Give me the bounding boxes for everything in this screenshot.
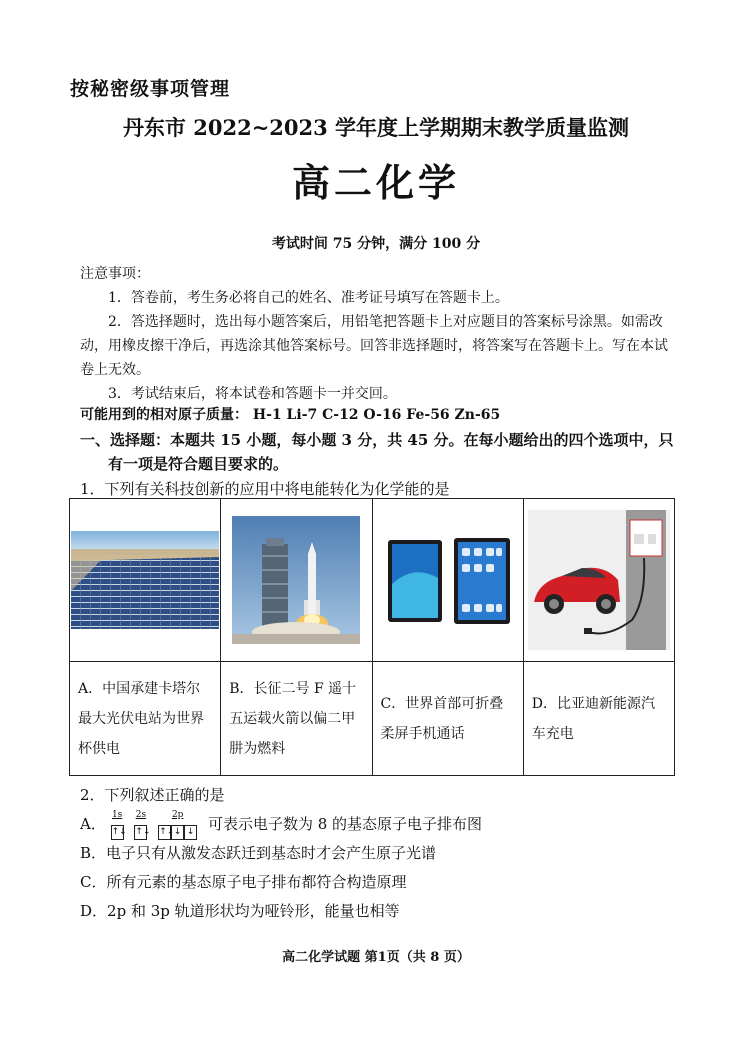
option-d: D．比亚迪新能源汽车充电 — [523, 662, 674, 776]
image-cell-b — [221, 499, 372, 662]
option-a-prefix: A． — [80, 815, 106, 833]
image-cell-a — [70, 499, 221, 662]
question-2-option-a — [80, 810, 482, 840]
folding-phone-image — [384, 534, 512, 626]
question-1-options-table — [69, 498, 675, 776]
exam-time-info: 考试时间 75 分钟，满分 100 分 — [271, 236, 481, 252]
note-item: 3．考试结束后，将本试卷和答题卡一并交回。 — [108, 386, 397, 402]
exam-title: 丹东市 2022~2023 学年度上学期期末教学质量监测 — [122, 115, 630, 140]
orbital-label: 2s — [135, 810, 147, 820]
orbital-2s — [134, 810, 151, 840]
section-line-2: 有一项是符合题目要求的。 — [108, 455, 289, 473]
question-2-option-d: D．2p 和 3p 轨道形状均为哑铃形，能量也相等 — [80, 902, 400, 920]
section-instructions — [80, 428, 680, 476]
option-c: C．世界首部可折叠柔屏手机通话 — [372, 662, 523, 776]
note-item: 1．答卷前，考生务必将自己的姓名、准考证号填写在答题卡上。 — [108, 290, 509, 306]
notes-heading: 注意事项： — [80, 266, 150, 282]
orbital-1s — [111, 810, 127, 840]
question-2-option-c: C．所有元素的基态原子电子排布都符合构造原理 — [80, 873, 407, 891]
orbital-box: ↑↓ — [111, 825, 124, 840]
image-cell-d — [523, 499, 674, 662]
orbital-label: 2p — [171, 810, 184, 820]
confidentiality-label: 按秘密级事项管理 — [70, 78, 231, 100]
section-line-1: 一、选择题：本题共 15 小题，每小题 3 分，共 45 分。在每小题给出的四个选项中，只 — [80, 431, 674, 449]
notes-section — [80, 262, 680, 406]
option-a: A．中国承建卡塔尔最大光伏电站为世界杯供电 — [70, 662, 221, 776]
option-a-text: 可表示电子数为 8 的基态原子电子排布图 — [207, 815, 483, 833]
image-cell-c — [372, 499, 523, 662]
atomic-masses: 可能用到的相对原子质量： H-1 Li-7 C-12 O-16 Fe-56 Zn-65 — [80, 407, 501, 423]
orbital-label: 1s — [111, 810, 123, 820]
subject-title: 高二化学 — [291, 160, 460, 205]
ev-charging-image — [528, 510, 670, 650]
orbital-2p — [158, 810, 197, 840]
solar-farm-image — [71, 531, 219, 629]
question-2-stem: 2．下列叙述正确的是 — [80, 786, 225, 804]
orbital-box: ↑↓ — [134, 825, 147, 840]
rocket-launch-image — [232, 516, 360, 644]
orbital-box: ↑↓ — [158, 825, 171, 840]
option-b: B．长征二号 F 遥十五运载火箭以偏二甲肼为燃料 — [221, 662, 372, 776]
orbital-box: ↓ — [184, 825, 197, 840]
note-item: 2．答选择题时，选出每小题答案后，用铅笔把答题卡上对应题目的答案标号涂黑。如需改动，用橡皮擦干净后，再选涂其他答案标号。回答非选择题时，将答案写在答题卡上。写在本试卷上无效。 — [80, 314, 668, 378]
question-2-option-b: B．电子只有从激发态跃迁到基态时才会产生原子光谱 — [80, 844, 437, 862]
orbital-box: ↓ — [171, 825, 184, 840]
question-1-stem: 1．下列有关科技创新的应用中将电能转化为化学能的是 — [80, 480, 450, 498]
page-footer: 高二化学试题 第1页（共 8 页） — [282, 950, 470, 965]
